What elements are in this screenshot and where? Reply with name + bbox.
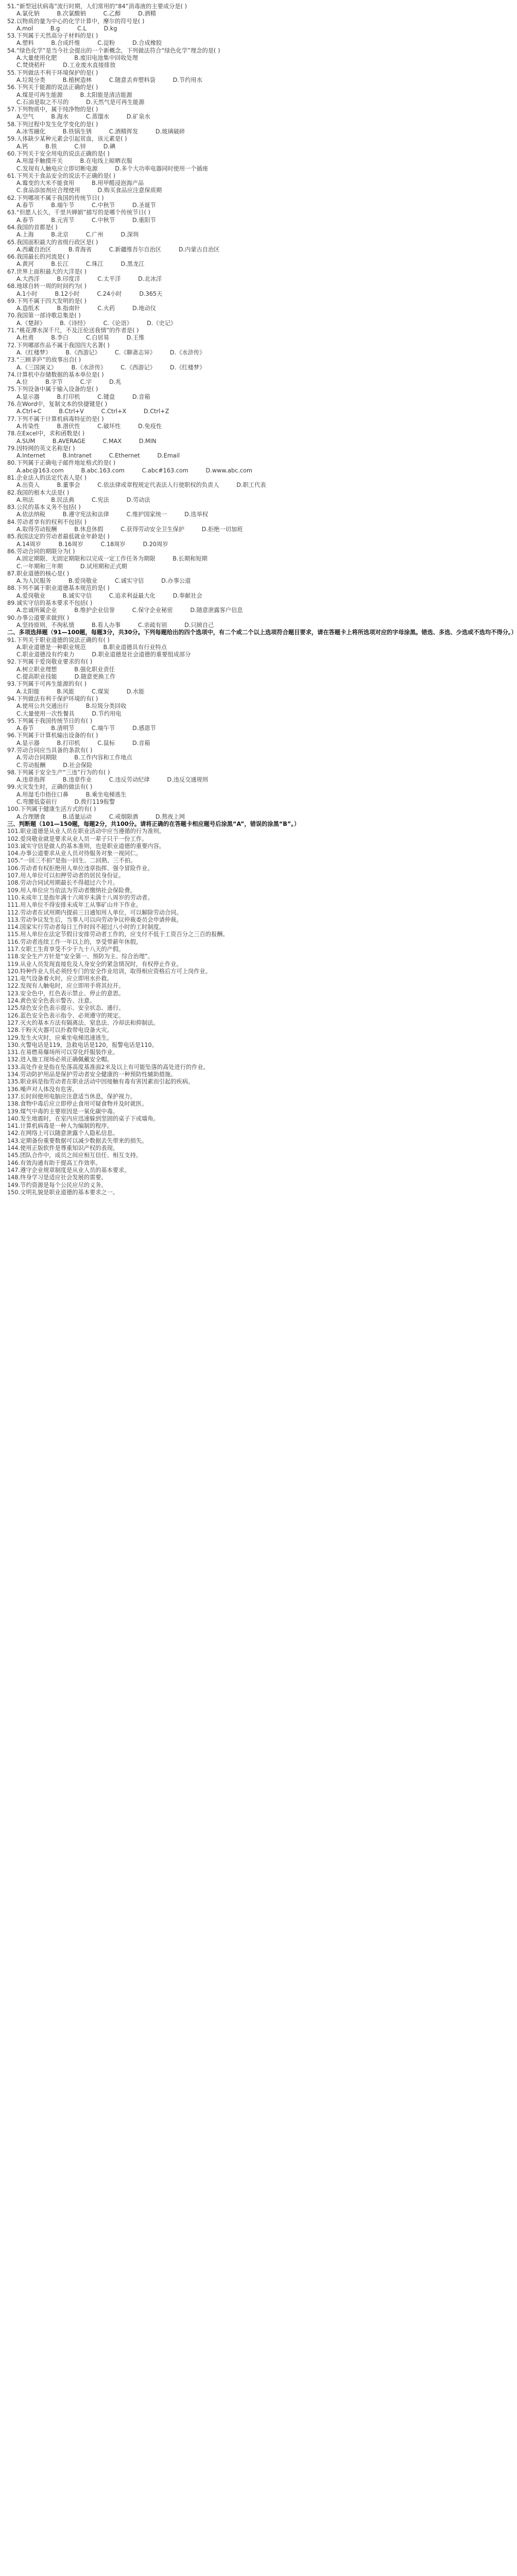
question-text: 110.未成年工是指年满十六周岁未满十八周岁的劳动者。 xyxy=(7,894,153,901)
question-text: 85.我国法定的劳动者最低就业年龄是( ) xyxy=(7,533,110,540)
question-text: 107.用人单位可以扣押劳动者的居民身份证。 xyxy=(7,872,125,879)
question-text: 63.“但愿人长久，千里共婵娟”描写的是哪个传统节日( ) xyxy=(7,209,151,216)
answer-options: A.太阳能 B.风能 C.煤炭 D.水能 xyxy=(16,688,145,695)
question-text: 132.进入施工现场必须正确佩戴安全帽。 xyxy=(7,1056,113,1063)
answer-options: A.空气 B.海水 C.蒸馏水 D.矿泉水 xyxy=(16,113,150,121)
question-text: 82.我国的根本大法是( ) xyxy=(7,489,70,496)
answer-options: A.爱岗敬业 B.诚实守信 C.追求利益最大化 D.奉献社会 xyxy=(16,592,202,599)
question-text: 137.长时间使用电脑应注意适当休息，保护视力。 xyxy=(7,1093,136,1100)
answer-options: A.冰雪融化 B.铁锅生锈 C.酒精挥发 D.玻璃破碎 xyxy=(16,128,185,135)
answer-options: A.春节 B.清明节 C.端午节 D.感恩节 xyxy=(16,725,156,732)
question-text: 79.因特网的英文名称是( ) xyxy=(7,445,75,452)
question-text: 86.劳动合同的期限分为( ) xyxy=(7,548,75,555)
answer-options: A.14周岁 B.16周岁 C.18周岁 D.20周岁 xyxy=(16,540,168,548)
question-text: 150.文明礼貌是职业道德的基本要求之一。 xyxy=(7,1189,119,1196)
answer-options: A.1小时 B.12小时 C.24小时 D.365天 xyxy=(16,290,163,297)
question-text: 61.下列关于食品安全的说法不正确的是( ) xyxy=(7,172,116,179)
question-text: 106.劳动者有权拒绝用人单位违章指挥、强令冒险作业。 xyxy=(7,865,153,872)
question-text: 121.电气设备着火时，应立即用水扑救。 xyxy=(7,975,113,982)
question-text: 80.下列属于正确电子邮件地址格式的是( ) xyxy=(7,460,116,467)
question-text: 83.公民的基本义务不包括( ) xyxy=(7,504,81,511)
answer-options: C.大量使用一次性餐具 D.节约用电 xyxy=(16,710,122,717)
question-text: 93.下列属于可再生能源的有( ) xyxy=(7,681,87,688)
answer-options: A.固定期限、无固定期限和以完成一定工作任务为期限 B.长期和短期 xyxy=(16,555,208,563)
question-text: 55.下列做法不利于环境保护的是( ) xyxy=(7,69,98,76)
question-text: 128.干粉灭火器可以扑救带电设备火灾。 xyxy=(7,1027,113,1034)
question-text: 120.特种作业人员必须经专门的安全作业培训，取得相应资格后方可上岗作业。 xyxy=(7,968,211,975)
answer-options: A.用湿手触摸开关 B.在电线上晾晒衣服 xyxy=(16,158,132,165)
answer-options: A.Internet B.Intranet C.Ethernet D.Email xyxy=(16,452,180,460)
question-text: 66.我国最长的河流是( ) xyxy=(7,253,70,261)
question-text: 116.劳动者连续工作一年以上的，享受带薪年休假。 xyxy=(7,938,142,945)
answer-options: A.依法纳税 B.遵守宪法和法律 C.维护国家统一 D.选举权 xyxy=(16,511,209,518)
question-text: 54.“绿色化学”是当今社会提出的一个新概念，下列做法符合“绿色化学”理念的是( ) xyxy=(7,47,220,54)
question-text: 144.使用正版软件是尊重知识产权的表现。 xyxy=(7,1145,119,1152)
question-text: 60.下列关于安全用电的说法正确的是( ) xyxy=(7,150,110,157)
answer-options: C.职业道德没有约束力 D.职业道德是社会道德的重要组成部分 xyxy=(16,651,191,658)
question-text: 103.诚实守信是做人的基本准则，也是职业道德的重要内容。 xyxy=(7,842,165,850)
answer-options: A.大量使用化肥 B.废旧电池集中回收处理 xyxy=(16,55,138,62)
question-text: 138.食物中毒后应立即停止食用可疑食物并及时就医。 xyxy=(7,1100,148,1108)
question-text: 111.用人单位不得安排未成年工从事矿山井下作业。 xyxy=(7,902,142,909)
question-text: 133.高处作业是指在坠落高度基准面2米及以上有可能坠落的高处进行的作业。 xyxy=(7,1063,209,1071)
question-text: 58.下列过程中发生化学变化的是( ) xyxy=(7,121,98,128)
question-text: 52.以物质的量为中心的化学计算中，摩尔的符号是( ) xyxy=(7,18,145,25)
answer-options: A.忠诚所属企业 B.维护企业信誉 C.保守企业秘密 D.随意泄露客户信息 xyxy=(16,607,243,614)
question-text: 67.世界上面积最大的大洋是( ) xyxy=(7,268,87,275)
answer-options: A.劳动合同期限 B.工作内容和工作地点 xyxy=(16,754,132,761)
question-text: 149.节约资源是每个公民应尽的义务。 xyxy=(7,1181,107,1189)
answer-options: A.塑料 B.合成纤维 C.淀粉 D.合成橡胶 xyxy=(16,40,162,47)
answer-options: A.春节 B.元宵节 C.中秋节 D.重阳节 xyxy=(16,216,156,224)
answer-options: A.春节 B.端午节 C.中秋节 D.圣诞节 xyxy=(16,202,156,209)
question-text: 81.企业法人的法定代表人是( ) xyxy=(7,474,87,481)
answer-options: A.坚持原则，不徇私情 B.看人办事 C.亲疏有别 D.只顾自己 xyxy=(16,621,214,629)
answer-options: A.《楚辞》 B.《诗经》 C.《论语》 D.《史记》 xyxy=(16,319,177,327)
question-text: 70.我国第一部诗歌总集是( ) xyxy=(7,312,81,319)
answer-options: A.西藏自治区 B.青海省 C.新疆维吾尔自治区 D.内蒙古自治区 xyxy=(16,246,220,253)
question-text: 130.火警电话是119，急救电话是120，报警电话是110。 xyxy=(7,1041,158,1048)
question-text: 140.发生地震时，在室内应迅速躲到坚固的桌子下或墙角。 xyxy=(7,1115,159,1122)
answer-options: A.为人民服务 B.爱岗敬业 C.诚实守信 D.办事公道 xyxy=(16,578,191,585)
question-text: 115.用人单位在法定节假日安排劳动者工作的，应支付不低于工资百分之三百的报酬。 xyxy=(7,931,229,938)
answer-options: A.mol B.g C.L D.kg xyxy=(16,25,117,32)
question-text: 94.下列做法有利于保护环境的有( ) xyxy=(7,695,98,702)
answer-options: C.发现有人触电应立即切断电源 D.多个大功率电器同时使用一个插座 xyxy=(16,165,209,172)
question-text: 104.办事公道要求从业人员对待服务对象一视同仁。 xyxy=(7,850,142,857)
question-text: 134.劳动防护用品是保护劳动者安全健康的一种预防性辅助措施。 xyxy=(7,1071,177,1078)
answer-options: A.钙 B.铁 C.锌 D.碘 xyxy=(16,143,116,150)
answer-options: A.氯化钠 B.次氯酸钠 C.乙醇 D.酒精 xyxy=(16,10,156,18)
question-text: 131.在易燃易爆场所可以穿化纤服装作业。 xyxy=(7,1049,119,1056)
answer-options: A.造纸术 B.指南针 C.火药 D.地动仪 xyxy=(16,305,156,312)
question-text: 78.在Excel中，求和函数是( ) xyxy=(7,430,85,437)
question-text: 119.从业人员发现直接危及人身安全的紧急情况时，有权停止作业。 xyxy=(7,960,182,968)
question-text: 100.下列属于健康生活方式的有( ) xyxy=(7,806,96,813)
question-text: 74.计算机中存储数据的基本单位是( ) xyxy=(7,371,104,378)
question-text: 117.女职工生育享受不少于九十八天的产假。 xyxy=(7,946,125,953)
answer-options: C.弯腰低姿前行 D.拨打119报警 xyxy=(16,799,115,806)
question-text: 125.绿色安全色表示提示、安全状态、通行。 xyxy=(7,1005,125,1012)
answer-options: A.SUM B.AVERAGE C.MAX D.MIN xyxy=(16,437,157,445)
question-text: 126.蓝色安全色表示指令、必须遵守的规定。 xyxy=(7,1012,125,1019)
question-text: 90.办事公道要求做到( ) xyxy=(7,614,70,621)
answer-options: A.职业道德是一种职业规范 B.职业道德具有行业特点 xyxy=(16,643,167,651)
question-text: 141.计算机病毒是一种人为编制的程序。 xyxy=(7,1123,113,1130)
answer-options: C.食品添加剂应合理使用 D.购买食品应注意保质期 xyxy=(16,187,162,194)
section-heading: 二、多项选择题（91—100题，每题3分，共30分。下列每题给出的四个选项中，有二个或二个以上选项符合题目要求，请在答题卡上将所选项对应的字母涂黑。错选、多选、少选或不选均不得分。） xyxy=(7,629,517,636)
answer-options: A.大西洋 B.印度洋 C.太平洋 D.北冰洋 xyxy=(16,275,162,282)
answer-options: A.树立职业理想 B.强化职业责任 xyxy=(16,666,115,673)
question-text: 143.定期备份重要数据可以减少数据丢失带来的损失。 xyxy=(7,1137,148,1144)
question-text: 98.下列属于安全生产“三违”行为的有( ) xyxy=(7,769,110,776)
question-text: 92.下列属于爱岗敬业要求的有( ) xyxy=(7,658,93,666)
question-text: 71.“桃花潭水深千尺，不及汪伦送我情”的作者是( ) xyxy=(7,327,139,334)
question-text: 53.下列属于天然高分子材料的是( ) xyxy=(7,32,98,40)
answer-options: A.传染性 B.潜伏性 C.破坏性 D.免疫性 xyxy=(16,422,162,430)
question-text: 75.下列设备中属于输入设备的是( ) xyxy=(7,386,98,393)
question-text: 122.发现有人触电时，应立即用手将其拉开。 xyxy=(7,982,125,990)
question-text: 77.下列不属于计算机病毒特征的是( ) xyxy=(7,415,104,422)
question-text: 72.下列哪部作品不属于我国四大名著( ) xyxy=(7,342,110,349)
question-text: 69.下列不属于四大发明的是( ) xyxy=(7,297,87,304)
answer-options: A.刑法 B.民法典 C.宪法 D.劳动法 xyxy=(16,496,150,503)
question-text: 118.安全生产方针是“安全第一、预防为主、综合治理”。 xyxy=(7,953,154,960)
answer-options: A.《红楼梦》 B.《西游记》 C.《聊斋志异》 D.《水浒传》 xyxy=(16,349,205,356)
question-text: 57.下列物质中，属于纯净物的是( ) xyxy=(7,106,98,113)
answer-options: A.使用公共交通出行 B.垃圾分类回收 xyxy=(16,703,127,710)
question-text: 113.劳动争议发生后，当事人可以向劳动争议仲裁委员会申请仲裁。 xyxy=(7,916,182,923)
question-text: 88.下列不属于职业道德基本规范的是( ) xyxy=(7,585,110,592)
answer-options: C.劳动报酬 D.社会保险 xyxy=(16,761,93,769)
answer-options: A.显示器 B.打印机 C.键盘 D.音箱 xyxy=(16,393,150,400)
question-text: 142.在网络上可以随意泄露个人隐私信息。 xyxy=(7,1130,119,1137)
question-text: 102.爱岗敬业就是要求从业人员一辈子只干一份工作。 xyxy=(7,835,148,842)
question-text: 109.用人单位应当依法为劳动者缴纳社会保险费。 xyxy=(7,887,136,894)
question-text: 124.黄色安全色表示警告、注意。 xyxy=(7,997,96,1005)
answer-options: A.位 B.字节 C.字 D.兆 xyxy=(16,379,122,386)
question-text: 84.劳动者享有的权利不包括( ) xyxy=(7,518,87,526)
question-text: 97.劳动合同应当具备的条款有( ) xyxy=(7,747,93,754)
section-heading: 三、判断题（101—150题，每题2分，共100分。请将正确的在答题卡相应题号后涂黑“A”，错误的涂黑“B”。） xyxy=(7,820,300,827)
answer-options: C.一年期和三年期 D.试用期和正式期 xyxy=(16,563,127,570)
answer-options: A.违章指挥 B.违章作业 C.违反劳动纪律 D.违反交通规则 xyxy=(16,776,209,784)
question-text: 112.劳动者在试用期内提前三日通知用人单位，可以解除劳动合同。 xyxy=(7,909,182,916)
question-text: 146.有效沟通有助于提高工作效率。 xyxy=(7,1159,101,1166)
question-text: 51.“新型冠状病毒”流行时期，人们常用的“84”消毒液的主要成分是( ) xyxy=(7,3,187,10)
question-text: 129.发生火灾时，应乘坐电梯迅速逃生。 xyxy=(7,1034,113,1041)
question-text: 145.团队合作中，成员之间应相互信任、相互支持。 xyxy=(7,1152,142,1159)
answer-options: A.上海 B.北京 C.广州 D.深圳 xyxy=(16,231,139,239)
question-text: 139.煤气中毒的主要原因是一氧化碳中毒。 xyxy=(7,1108,119,1115)
question-text: 127.灭火的基本方法有隔离法、窒息法、冷却法和抑制法。 xyxy=(7,1019,159,1026)
question-text: 148.终身学习是适应社会发展的需要。 xyxy=(7,1174,107,1181)
answer-options: A.取得劳动报酬 B.休息休假 C.获得劳动安全卫生保护 D.拒绝一切加班 xyxy=(16,526,243,533)
question-text: 135.职业病是指劳动者在职业活动中因接触有毒有害因素而引起的疾病。 xyxy=(7,1078,194,1086)
question-text: 95.下列属于我国传统节日的有( ) xyxy=(7,717,93,724)
question-text: 65.我国面积最大的省级行政区是( ) xyxy=(7,239,98,246)
answer-options: A.《三国演义》 B.《水浒传》 C.《西游记》 D.《红楼梦》 xyxy=(16,364,205,371)
question-text: 105.“一回三不拍”是指一回生、二回熟、三不拍。 xyxy=(7,857,136,865)
answer-options: C.提高职业技能 D.随意更换工作 xyxy=(16,673,116,681)
answer-options: A.显示器 B.打印机 C.鼠标 D.音箱 xyxy=(16,739,150,747)
answer-options: C.石油是取之不尽的 D.天然气是可再生能源 xyxy=(16,98,145,106)
question-text: 108.劳动合同试用期最长不得超过六个月。 xyxy=(7,879,119,887)
answer-options: A.abc@163.com B.abc.163.com C.abc#163.com D.www.abc.com xyxy=(16,467,252,474)
question-text: 96.下列属于计算机输出设备的有( ) xyxy=(7,732,98,739)
question-text: 56.下列关于能源的说法正确的是( ) xyxy=(7,84,98,91)
question-text: 68.地球自转一周的时间约为( ) xyxy=(7,283,87,290)
question-text: 64.我国的首都是( ) xyxy=(7,224,58,231)
question-text: 136.噪声对人体没有危害。 xyxy=(7,1086,78,1093)
answer-options: A.霉变的大米不能食用 B.用甲醛浸泡海产品 xyxy=(16,180,144,187)
question-text: 89.诚实守信的基本要求不包括( ) xyxy=(7,600,93,607)
answer-options: A.垃圾分类 B.植树造林 C.随意丢弃塑料袋 D.节约用水 xyxy=(16,76,202,83)
question-text: 147.遵守企业规章制度是从业人员的基本要求。 xyxy=(7,1166,130,1174)
question-text: 123.安全色中，红色表示禁止、停止的意思。 xyxy=(7,990,125,997)
answer-options: A.Ctrl+C B.Ctrl+V C.Ctrl+X D.Ctrl+Z xyxy=(16,408,169,415)
question-text: 73.“三顾茅庐”的故事出自( ) xyxy=(7,357,81,364)
answer-options: C.焚烧秸秆 D.工业废水直接排放 xyxy=(16,62,116,69)
answer-options: A.合理膳食 B.适量运动 C.戒烟限酒 D.熬夜上网 xyxy=(16,813,185,820)
answer-options: A.出资人 B.董事会 C.依法律或章程规定代表法人行使职权的负责人 D.职工代表 xyxy=(16,482,266,489)
question-text: 87.职业道德的核心是( ) xyxy=(7,570,70,577)
question-text: 91.下列关于职业道德的说法正确的有( ) xyxy=(7,636,110,643)
question-text: 76.在Word中，复制文本的快捷键是( ) xyxy=(7,401,108,408)
question-text: 59.人体缺少某种元素会引起贫血，该元素是( ) xyxy=(7,135,127,143)
answer-options: A.煤是可再生能源 B.太阳能是清洁能源 xyxy=(16,91,132,98)
question-text: 114.国家实行劳动者每日工作时间不超过八小时的工时制度。 xyxy=(7,924,165,931)
question-text: 101.职业道德是从业人员在职业活动中应当遵循的行为准则。 xyxy=(7,828,165,835)
question-text: 99.火灾发生时，正确的做法有( ) xyxy=(7,784,93,791)
answer-options: A.用湿毛巾捂住口鼻 B.乘坐电梯逃生 xyxy=(16,791,127,798)
answer-options: A.黄河 B.长江 C.珠江 D.黑龙江 xyxy=(16,261,145,268)
question-text: 62.下列哪项不属于我国的传统节日( ) xyxy=(7,194,104,201)
question-list xyxy=(7,3,517,1196)
answer-options: A.杜甫 B.李白 C.白居易 D.王维 xyxy=(16,334,145,342)
